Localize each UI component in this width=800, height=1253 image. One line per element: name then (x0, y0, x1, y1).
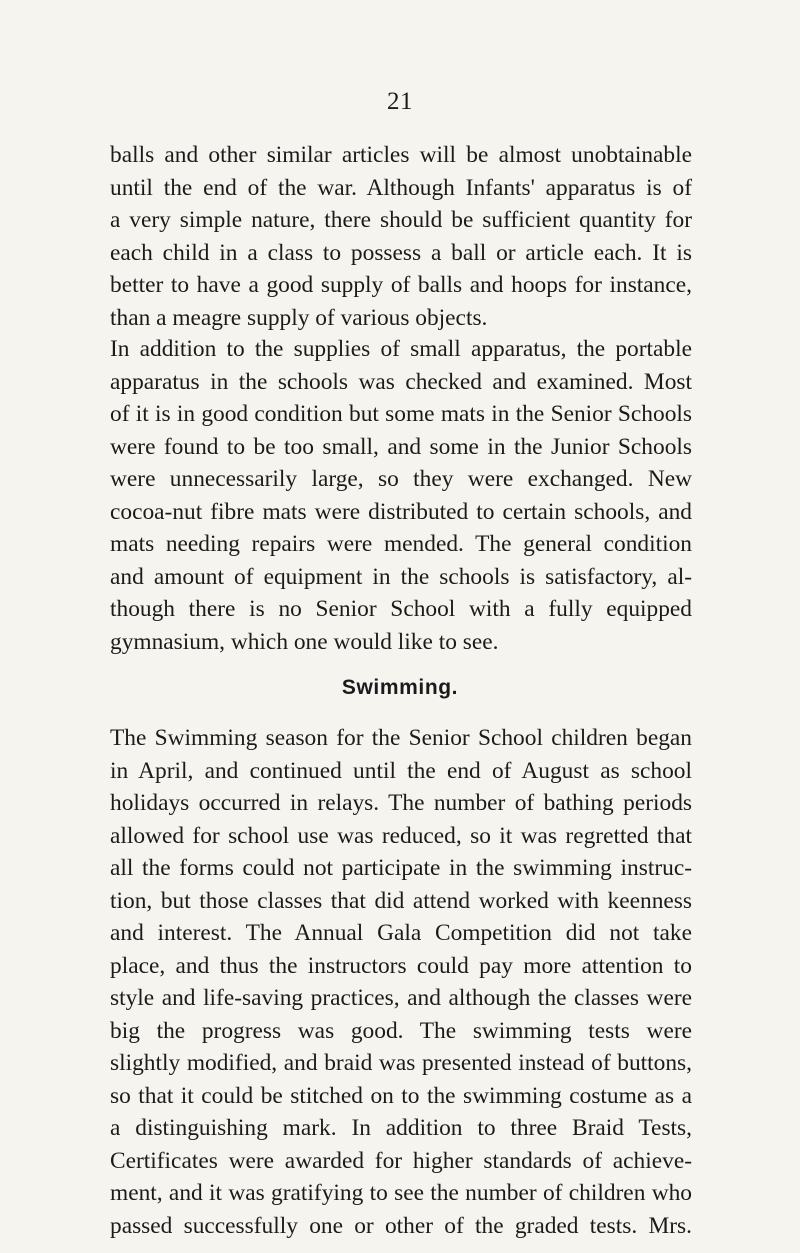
text-line: better to have a good supply of balls and hoops for instance, (110, 272, 692, 298)
text-line: Certificates were awarded for higher standards of achieve- (110, 1147, 692, 1174)
text-line: than a meagre supply of various objects. (110, 304, 488, 331)
text-line: big the progress was good. The swimming tests were (110, 1017, 692, 1044)
section-heading-swimming: Swimming. (341, 676, 459, 699)
text-line: ment, and it was gratifying to see the number of children who (110, 1180, 692, 1206)
text-line: so that it could be stitched on to the swimming costume as a (110, 1082, 692, 1109)
text-line: allowed for school use was reduced, so it was regretted that (110, 822, 692, 849)
text-line: The Swimming season for the Senior School children began (110, 725, 692, 751)
text-line: each child in a class to possess a ball or article each. It is (110, 239, 692, 266)
text-line: of it is in good condition but some mats in the Senior Schools (110, 401, 692, 427)
text-line: and interest. The Annual Gala Competition did not take (110, 920, 692, 946)
page-number: 21 (387, 88, 413, 115)
text-line: cocoa-nut fibre mats were distributed to certain schools, and (110, 498, 692, 525)
text-line: were unnecessarily large, so they were exchanged. New (110, 466, 692, 492)
text-line: a very simple nature, there should be sufficient quantity for (110, 207, 692, 233)
text-line: and amount of equipment in the schools is satisfactory, al- (110, 563, 692, 590)
text-line: though there is no Senior School with a fully equipped (110, 596, 692, 622)
text-line: slightly modified, and braid was presented instead of buttons, (110, 1050, 692, 1076)
text-line: in April, and continued until the end of August as school (110, 757, 692, 784)
text-line: place, and thus the instructors could pay more attention to (110, 952, 692, 979)
text-line: all the forms could not participate in the swimming instruc- (110, 855, 692, 881)
text-line: until the end of the war. Although Infants' apparatus is of (110, 174, 692, 201)
text-line: were found to be too small, and some in the Junior Schools (110, 433, 692, 460)
text-line: balls and other similar articles will be almost unobtainable (110, 142, 692, 168)
text-line: tion, but those classes that did attend worked with keenness (110, 887, 692, 914)
paragraph-small-apparatus (110, 139, 692, 334)
text-line: apparatus in the schools was checked and examined. Most (110, 368, 692, 395)
paragraph-portable-apparatus (110, 333, 692, 658)
text-line: mats needing repairs were mended. The general condition (110, 531, 692, 557)
text-line: holidays occurred in relays. The number of bathing periods (110, 790, 692, 816)
text-line: gymnasium, which one would like to see. (110, 628, 499, 655)
text-line: passed successfully one or other of the graded tests. Mrs. (110, 1212, 692, 1239)
text-line: In addition to the supplies of small apparatus, the portable (110, 336, 692, 362)
paragraph-swimming (110, 722, 692, 1242)
text-line: style and life-saving practices, and although the classes were (110, 985, 692, 1011)
text-line: a distinguishing mark. In addition to three Braid Tests, (110, 1115, 692, 1141)
